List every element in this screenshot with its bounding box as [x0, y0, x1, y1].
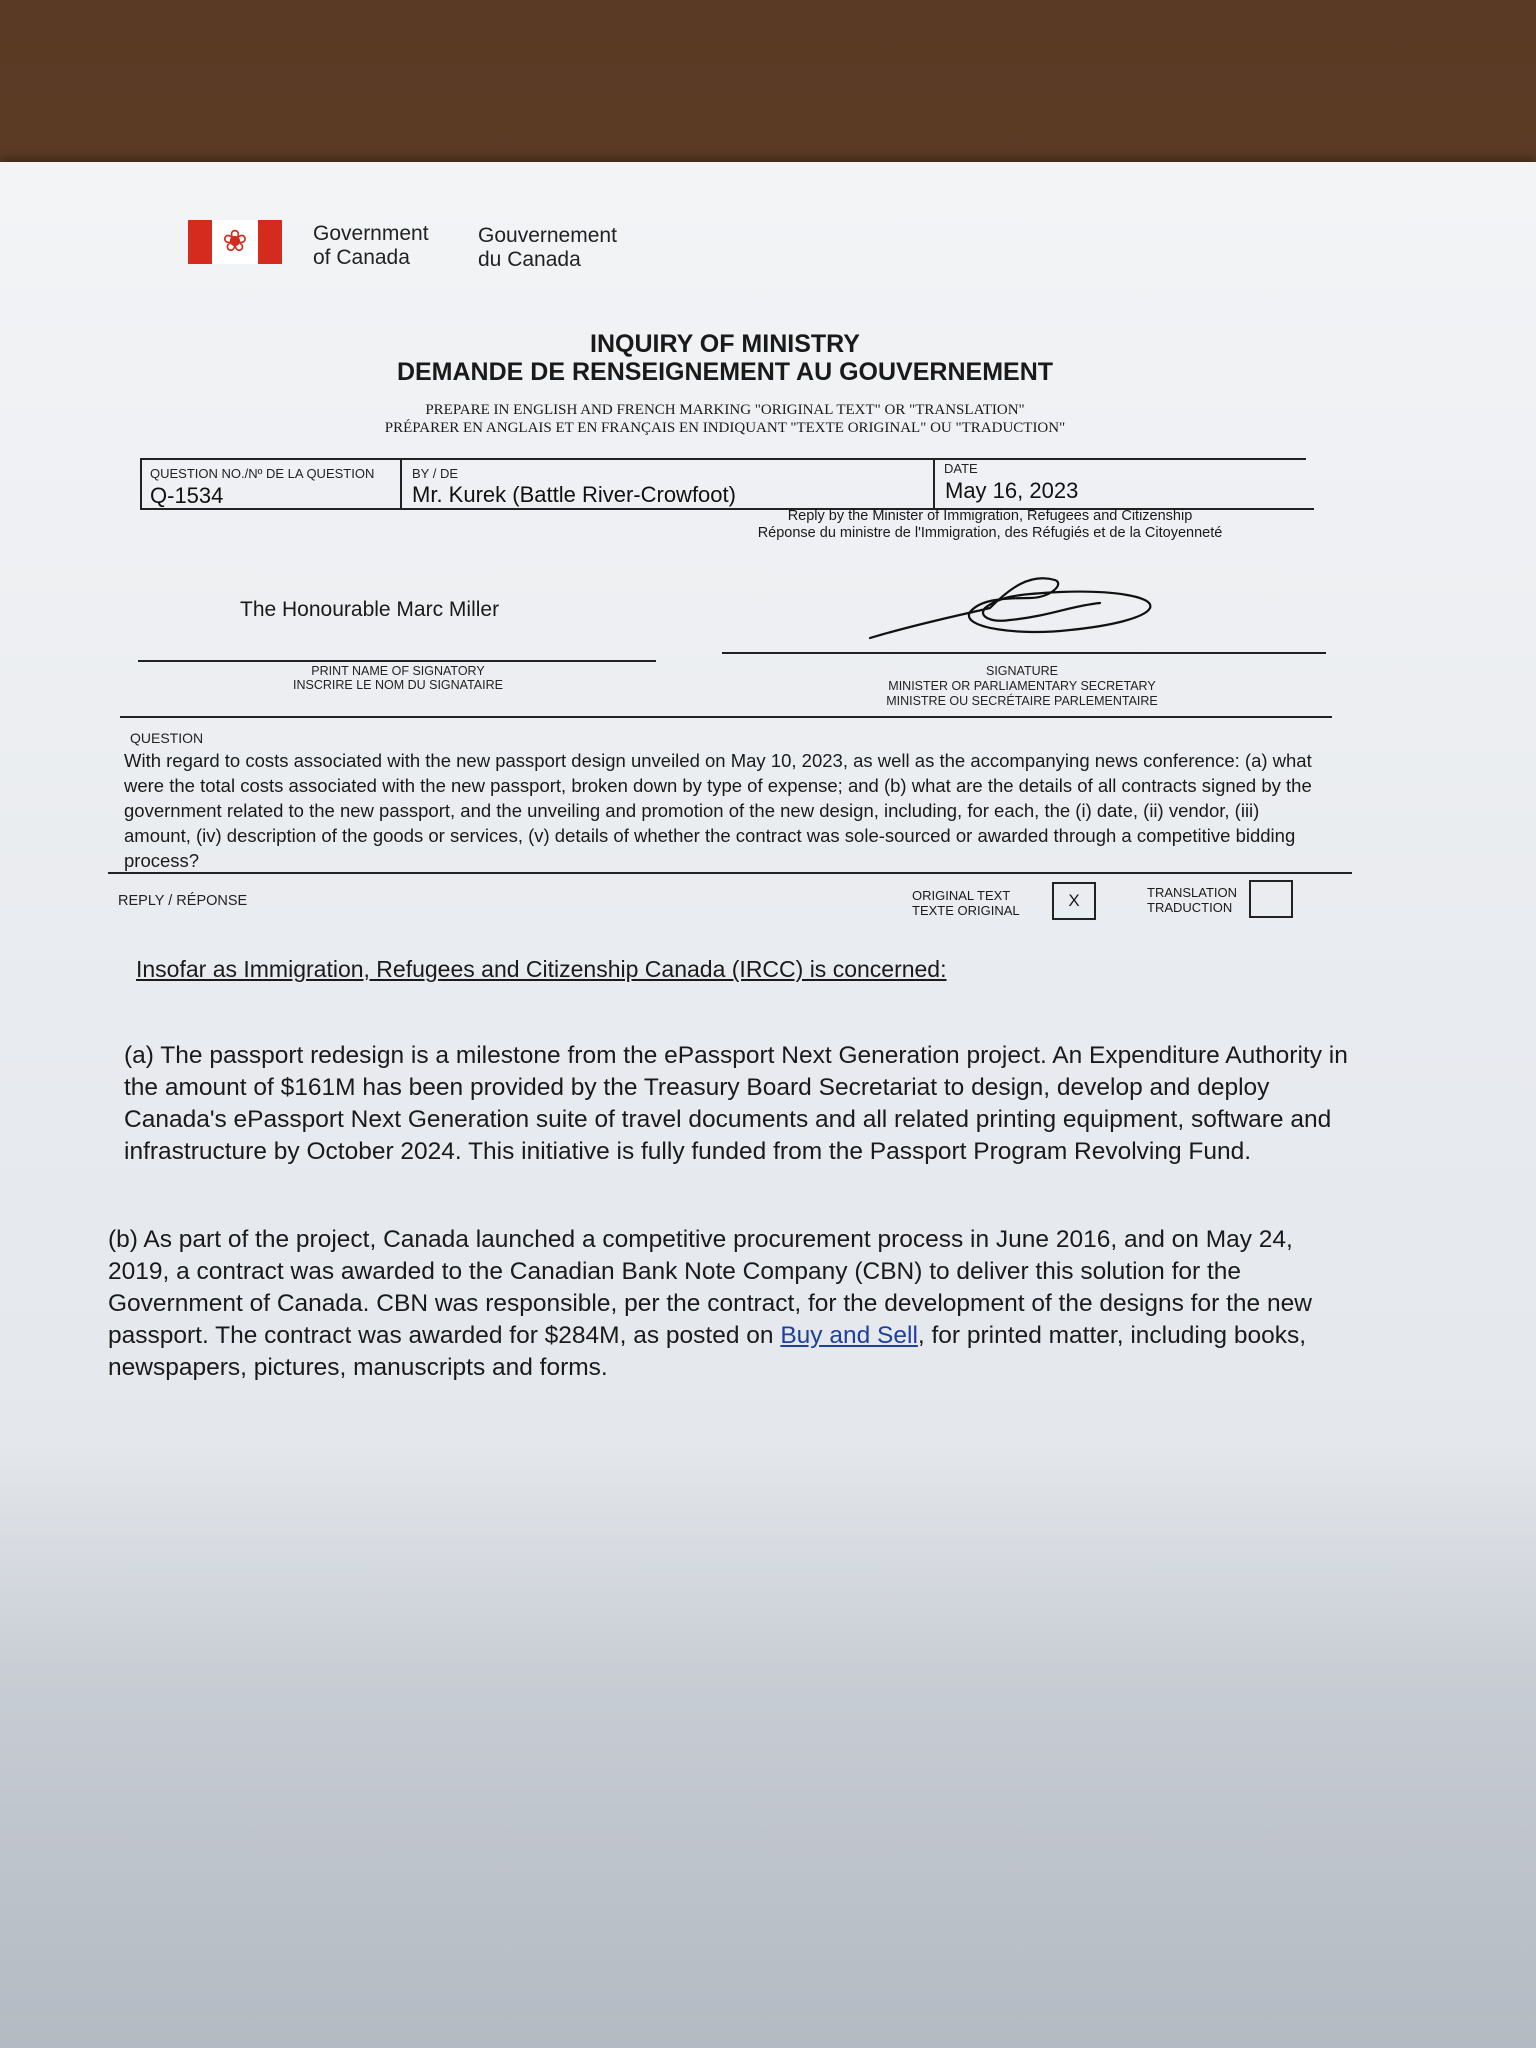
question-no-value: Q-1534: [150, 483, 224, 508]
divider: [108, 872, 1352, 874]
reply-paragraph-b: (b) As part of the project, Canada launched a competitive procurement process in June 2016, and on May 24, 2019, a contract was awarded to the Canadian Bank Note Company (CBN) to deliver this solution for the Government of Canada. CBN was responsible, per the contract, for the development of the designs for the new passport. The contract was awarded for $284M, as posted on Buy and Sell, for printed matter, including books, newspapers, pictures, manuscripts and forms.: [108, 1226, 1312, 1381]
question-text: With regard to costs associated with the new passport design unveiled on May 10, 2023, as well as the accompanying news conference: (a) what were the total costs associated with the new passport, broken down by type of expense; and (b) what are the details of all contracts signed by the government related to the new passport, and the unveiling and promotion of the new design, including, for each, the (i) date, (ii) vendor, (iii) amount, (iv) description of the goods or services, (v) details of whether the contract was sole-sourced or awarded through a competitive bidding process?: [124, 750, 1312, 871]
buy-and-sell-link[interactable]: Buy and Sell: [780, 1322, 918, 1349]
reply-label: REPLY / RÉPONSE: [118, 893, 248, 909]
original-text-checkbox[interactable]: X: [1052, 882, 1096, 920]
instruction-fr: PRÉPARER EN ANGLAIS ET EN FRANÇAIS EN INDIQUANT "TEXTE ORIGINAL" OU "TRADUCTION": [384, 420, 1066, 436]
translation-label: TRANSLATION TRADUCTION: [1147, 885, 1238, 915]
divider: [140, 458, 1306, 460]
date-value: May 16, 2023: [945, 478, 1079, 503]
original-text-label: ORIGINAL TEXT TEXTE ORIGINAL: [912, 888, 1020, 918]
signature-label: SIGNATURE MINISTER OR PARLIAMENTARY SECRETARY MINISTRE OU SECRÉTAIRE PARLEMENTAIRE: [886, 664, 1158, 708]
date-label: DATE: [944, 461, 978, 476]
handwritten-signature: [860, 568, 1160, 658]
reply-heading: Insofar as Immigration, Refugees and Citizenship Canada (IRCC) is concerned:: [136, 956, 947, 982]
signatory-name: The Honourable Marc Miller: [240, 598, 500, 621]
reply-paragraph-a: (a) The passport redesign is a milestone from the ePassport Next Generation project. An Expenditure Authority in the amount of $161M has been provided by the Treasury Board Secretariat to design, develop and deploy Canada's ePassport Next Generation suite of travel documents and all related printing equipment, software and infrastructure by October 2024. This initiative is fully funded from the Passport Program Revolving Fund.: [124, 1042, 1348, 1165]
form-title-fr: DEMANDE DE RENSEIGNEMENT AU GOUVERNEMENT: [396, 358, 1054, 386]
question-no-label: QUESTION NO./Nº DE LA QUESTION: [150, 466, 375, 481]
print-name-label: PRINT NAME OF SIGNATORY INSCRIRE LE NOM DU SIGNATAIRE: [293, 664, 503, 692]
divider: [120, 716, 1332, 718]
by-label: BY / DE: [412, 466, 459, 481]
divider: [933, 458, 935, 508]
translation-checkbox[interactable]: [1249, 880, 1293, 918]
form-title-en: INQUIRY OF MINISTRY: [590, 330, 860, 358]
by-value: Mr. Kurek (Battle River-Crowfoot): [412, 482, 736, 507]
instruction-en: PREPARE IN ENGLISH AND FRENCH MARKING "ORIGINAL TEXT" OR "TRANSLATION": [425, 402, 1025, 418]
question-label: QUESTION: [130, 730, 204, 746]
divider: [400, 458, 402, 510]
gov-name-fr: Gouvernement du Canada: [478, 224, 617, 271]
maple-leaf-flag-icon: ❀: [188, 220, 282, 264]
signatory-line: [138, 660, 656, 662]
divider: [140, 458, 142, 508]
gov-name-en: Government of Canada: [313, 222, 429, 269]
shadow-overlay: [0, 1440, 1536, 2048]
reply-by: Reply by the Minister of Immigration, Refugees and Citizenship Réponse du ministre de l'Immigration, des Réfugiés et de la Citoyenneté: [757, 508, 1223, 541]
